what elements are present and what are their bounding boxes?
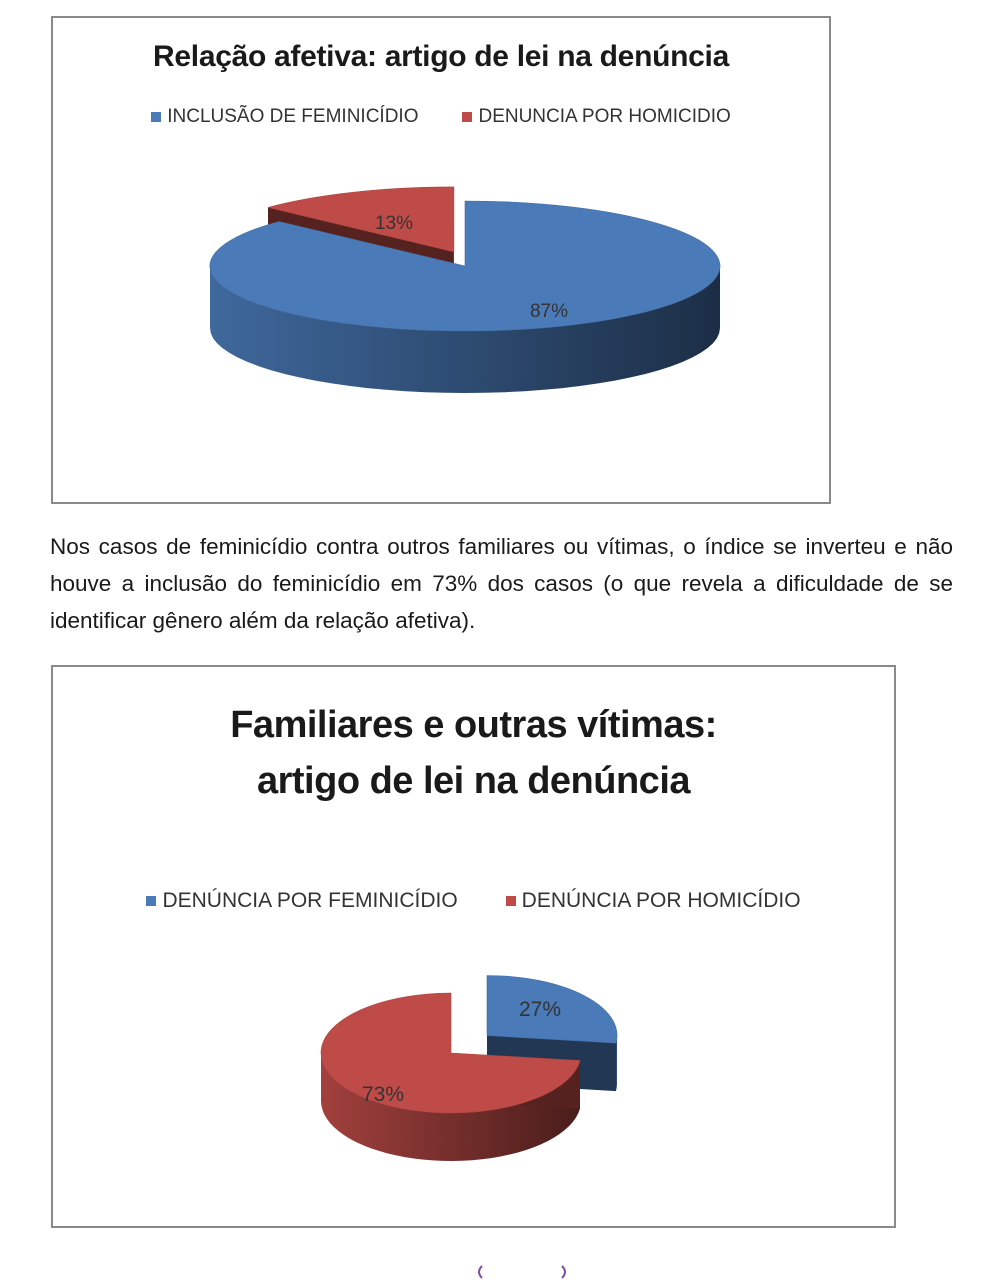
body-paragraph: Nos casos de feminicídio contra outros familiares ou vítimas, o índice se inverteu e não houve a inclusão do feminicídio em 73% dos casos (o que revela a dificuldade de se identificar gênero além da relação afetiva). xyxy=(50,534,953,633)
chart-relacao-afetiva xyxy=(51,16,831,504)
pie-chart-svg xyxy=(53,18,829,502)
pie-data-label: 87% xyxy=(529,301,569,322)
chart-title-line-1: Familiares e outras vítimas: xyxy=(230,704,717,746)
pie-chart-svg xyxy=(53,667,894,1226)
legend-label: DENÚNCIA POR FEMINICÍDIO xyxy=(162,889,458,912)
chart-title-line-2: artigo de lei na denúncia xyxy=(256,760,691,802)
chart-familiares xyxy=(51,665,896,1228)
pie-data-label: 73% xyxy=(361,1083,405,1106)
legend-label: INCLUSÃO DE FEMINICÍDIO xyxy=(167,106,419,127)
pie-data-label: 27% xyxy=(518,998,562,1021)
legend-label: DENÚNCIA POR HOMICÍDIO xyxy=(521,889,801,912)
chart-title: Relação afetiva: artigo de lei na denúncia xyxy=(153,40,729,73)
pie-slice-0 xyxy=(210,201,720,393)
pie-data-label: 13% xyxy=(374,213,414,234)
pie-slice-side xyxy=(616,1036,617,1092)
page-bracket-mark xyxy=(476,1264,568,1280)
legend-label: DENUNCIA POR HOMICIDIO xyxy=(478,106,731,127)
